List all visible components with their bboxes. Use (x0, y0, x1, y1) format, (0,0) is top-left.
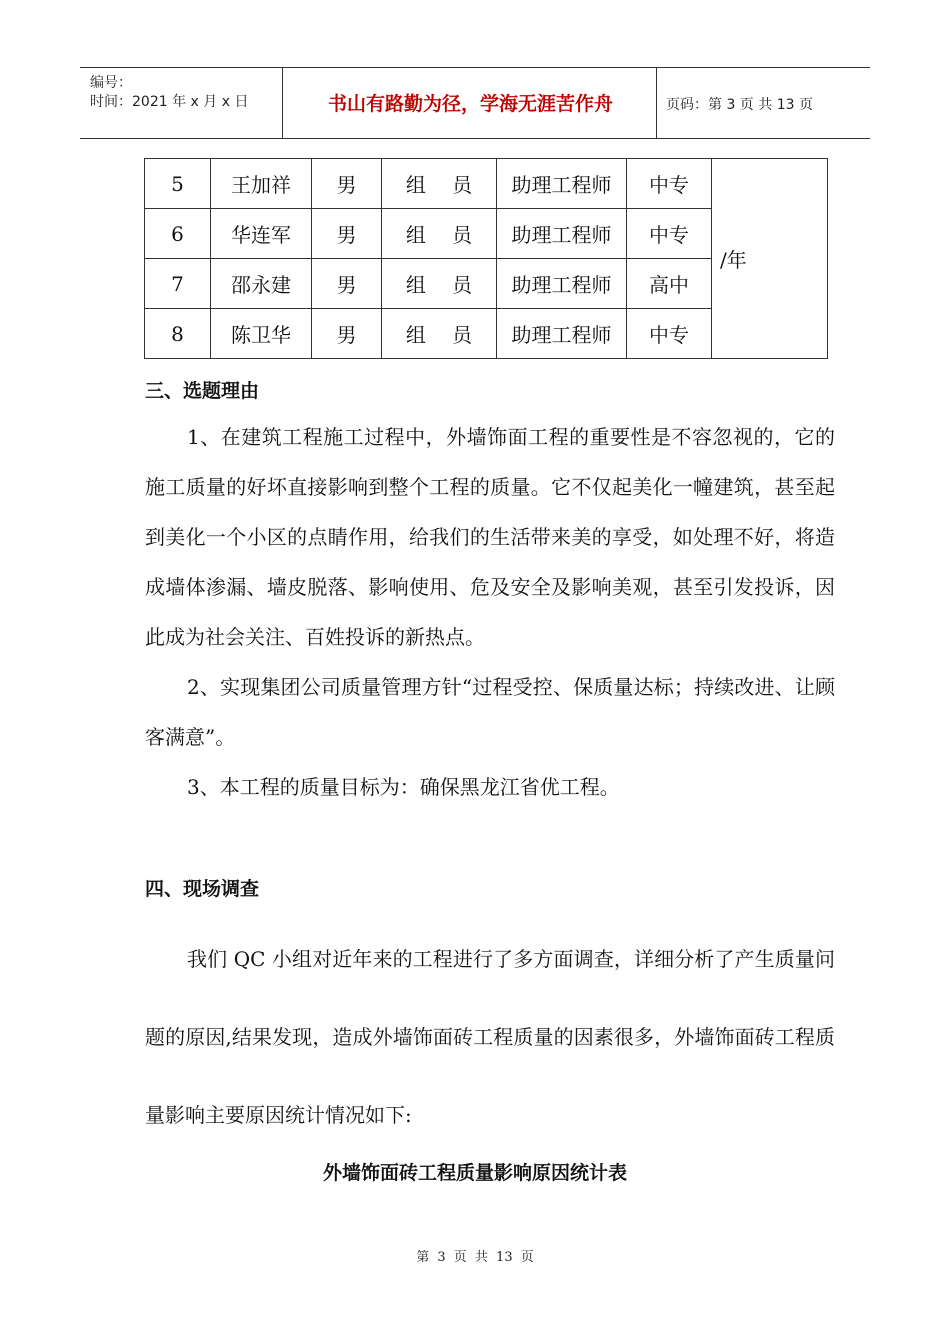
document-time-label: 时间：2021 年 x 月 x 日 (90, 94, 249, 110)
page-footer: 第 3 页 共 13 页 (416, 1250, 534, 1265)
staff-table (144, 158, 828, 359)
member-title: 助理工程师 (497, 309, 627, 359)
row-number: 6 (145, 209, 211, 259)
member-education: 中专 (627, 309, 712, 359)
member-education: 中专 (627, 209, 712, 259)
member-gender: 男 (312, 209, 382, 259)
paragraph: 2、实现集团公司质量管理方针“过程受控、保质量达标；持续改进、让顾客满意”。 (145, 675, 835, 749)
row-number: 8 (145, 309, 211, 359)
row-number: 7 (145, 259, 211, 309)
paragraph: 我们 QC 小组对近年来的工程进行了多方面调查，详细分析了产生质量问题的原因,结果发现，造成外墙饰面砖工程质量的因素很多，外墙饰面砖工程质量影响主要原因统计情况如下: (145, 947, 835, 1127)
row-number: 5 (145, 159, 211, 209)
header-motto: 书山有路勤为径，学海无涯苦作舟 (327, 93, 613, 115)
member-education: 高中 (627, 259, 712, 309)
member-role: 组 员 (382, 159, 497, 209)
member-role: 组 员 (382, 209, 497, 259)
member-role: 组 员 (382, 259, 497, 309)
member-name: 王加祥 (211, 159, 312, 209)
header-meta (90, 74, 248, 112)
member-name: 陈卫华 (211, 309, 312, 359)
section-3-body (145, 412, 835, 812)
member-name: 华连军 (211, 209, 312, 259)
statistics-table-title: 外墙饰面砖工程质量影响原因统计表 (322, 1162, 627, 1184)
section-heading-site-survey: 四、现场调查 (145, 878, 260, 900)
member-title: 助理工程师 (497, 159, 627, 209)
member-title: 助理工程师 (497, 259, 627, 309)
member-title: 助理工程师 (497, 209, 627, 259)
member-gender: 男 (312, 159, 382, 209)
paragraph: 1、在建筑工程施工过程中，外墙饰面工程的重要性是不容忽视的，它的施工质量的好坏直接影响到整个工程的质量。它不仅起美化一幢建筑，甚至起到美化一个小区的点睛作用，给我们的生活带来美的享受，如处理不好，将造成墙体渗漏、墙皮脱落、影响使用、危及安全及影响美观，甚至引发投诉，因此成为社会关注、百姓投诉的新热点。 (145, 425, 835, 649)
document-number-label: 编号： (90, 75, 132, 91)
section-4-body (145, 920, 835, 1154)
member-education: 中专 (627, 159, 712, 209)
table-row (145, 159, 828, 209)
paragraph: 3、本工程的质量目标为：确保黑龙江省优工程。 (187, 775, 620, 799)
page-header (80, 67, 870, 139)
member-gender: 男 (312, 259, 382, 309)
member-role: 组 员 (382, 309, 497, 359)
header-page-info: 页码：第 3 页 共 13 页 (666, 97, 813, 113)
section-heading-topic-reason: 三、选题理由 (145, 380, 260, 402)
merged-note-cell: /年 (712, 159, 828, 359)
member-name: 邵永建 (211, 259, 312, 309)
member-gender: 男 (312, 309, 382, 359)
